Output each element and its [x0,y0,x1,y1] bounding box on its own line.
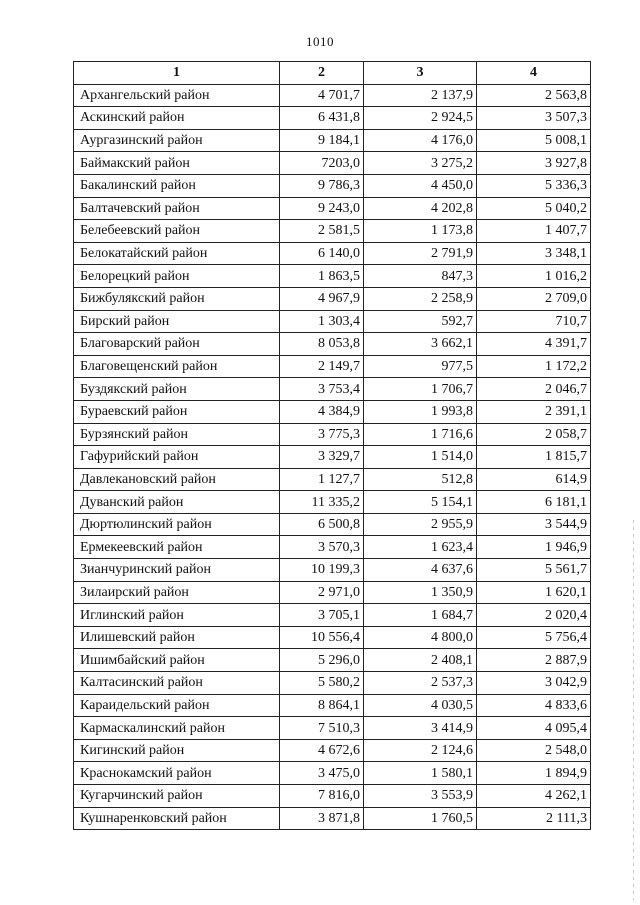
table-row [74,672,591,695]
value-cell-col3: 2 137,9 [364,84,477,107]
value-cell-col2: 3 475,0 [280,762,364,785]
value-cell-col2: 4 701,7 [280,84,364,107]
table-row [74,513,591,536]
value-cell-col4: 6 181,1 [477,491,591,514]
table-body [74,84,591,830]
value-cell-col4: 2 046,7 [477,378,591,401]
value-cell-col2: 8 864,1 [280,694,364,717]
value-cell-col3: 1 580,1 [364,762,477,785]
table-row [74,739,591,762]
district-name-cell: Аургазинский район [74,129,280,152]
table-row [74,491,591,514]
district-name-cell: Ишимбайский район [74,649,280,672]
value-cell-col2: 1 303,4 [280,310,364,333]
value-cell-col4: 4 262,1 [477,785,591,808]
table-row [74,310,591,333]
table-row [74,649,591,672]
column-header-1: 1 [74,62,280,85]
value-cell-col3: 3 275,2 [364,152,477,175]
value-cell-col3: 1 706,7 [364,378,477,401]
value-cell-col3: 2 955,9 [364,513,477,536]
value-cell-col3: 3 553,9 [364,785,477,808]
column-header-4: 4 [477,62,591,85]
value-cell-col2: 6 500,8 [280,513,364,536]
value-cell-col3: 3 662,1 [364,333,477,356]
table-row [74,378,591,401]
district-name-cell: Балтачевский район [74,197,280,220]
table-row [74,129,591,152]
table-row [74,626,591,649]
value-cell-col4: 2 020,4 [477,604,591,627]
table-row [74,468,591,491]
district-name-cell: Архангельский район [74,84,280,107]
value-cell-col3: 592,7 [364,310,477,333]
value-cell-col3: 1 350,9 [364,581,477,604]
value-cell-col3: 4 030,5 [364,694,477,717]
value-cell-col4: 1 946,9 [477,536,591,559]
value-cell-col3: 977,5 [364,355,477,378]
district-name-cell: Кармаскалинский район [74,717,280,740]
table-row [74,355,591,378]
value-cell-col3: 1 716,6 [364,423,477,446]
value-cell-col2: 2 149,7 [280,355,364,378]
district-name-cell: Бураевский район [74,400,280,423]
value-cell-col3: 4 202,8 [364,197,477,220]
value-cell-col2: 1 863,5 [280,265,364,288]
table-row [74,423,591,446]
district-name-cell: Ермекеевский район [74,536,280,559]
table-row [74,807,591,830]
value-cell-col2: 5 580,2 [280,672,364,695]
value-cell-col4: 2 391,1 [477,400,591,423]
value-cell-col4: 2 887,9 [477,649,591,672]
value-cell-col2: 9 184,1 [280,129,364,152]
value-cell-col4: 1 894,9 [477,762,591,785]
value-cell-col3: 5 154,1 [364,491,477,514]
value-cell-col3: 847,3 [364,265,477,288]
table-row [74,762,591,785]
value-cell-col2: 5 296,0 [280,649,364,672]
value-cell-col2: 3 871,8 [280,807,364,830]
district-name-cell: Караидельский район [74,694,280,717]
value-cell-col2: 8 053,8 [280,333,364,356]
value-cell-col2: 3 753,4 [280,378,364,401]
value-cell-col2: 6 140,0 [280,242,364,265]
district-name-cell: Кушнаренковский район [74,807,280,830]
value-cell-col2: 6 431,8 [280,107,364,130]
district-name-cell: Дюртюлинский район [74,513,280,536]
value-cell-col2: 1 127,7 [280,468,364,491]
value-cell-col2: 4 967,9 [280,287,364,310]
value-cell-col4: 710,7 [477,310,591,333]
value-cell-col4: 5 040,2 [477,197,591,220]
value-cell-col3: 1 514,0 [364,446,477,469]
value-cell-col3: 2 924,5 [364,107,477,130]
district-name-cell: Белорецкий район [74,265,280,288]
district-name-cell: Бакалинский район [74,174,280,197]
value-cell-col2: 3 570,3 [280,536,364,559]
value-cell-col4: 2 548,0 [477,739,591,762]
table-row [74,604,591,627]
value-cell-col4: 5 756,4 [477,626,591,649]
district-name-cell: Благоварский район [74,333,280,356]
column-header-3: 3 [364,62,477,85]
table-row [74,84,591,107]
table-row [74,581,591,604]
table-row [74,197,591,220]
value-cell-col3: 1 684,7 [364,604,477,627]
value-cell-col4: 5 008,1 [477,129,591,152]
table-row [74,220,591,243]
value-cell-col3: 4 450,0 [364,174,477,197]
value-cell-col3: 4 637,6 [364,559,477,582]
table-row [74,536,591,559]
value-cell-col4: 3 042,9 [477,672,591,695]
value-cell-col3: 512,8 [364,468,477,491]
table-row [74,785,591,808]
table-row [74,400,591,423]
value-cell-col4: 5 336,3 [477,174,591,197]
table-row [74,107,591,130]
table-row [74,446,591,469]
district-name-cell: Бирский район [74,310,280,333]
scan-edge-mark [633,520,634,900]
table-row [74,559,591,582]
district-name-cell: Кугарчинский район [74,785,280,808]
district-table [73,61,591,830]
table-row [74,174,591,197]
value-cell-col2: 9 786,3 [280,174,364,197]
district-name-cell: Зианчуринский район [74,559,280,582]
value-cell-col2: 7 510,3 [280,717,364,740]
table-row [74,717,591,740]
value-cell-col3: 1 623,4 [364,536,477,559]
table-row [74,287,591,310]
value-cell-col4: 4 391,7 [477,333,591,356]
district-name-cell: Белебеевский район [74,220,280,243]
value-cell-col4: 1 407,7 [477,220,591,243]
value-cell-col4: 2 563,8 [477,84,591,107]
value-cell-col4: 2 058,7 [477,423,591,446]
district-name-cell: Гафурийский район [74,446,280,469]
value-cell-col2: 7 816,0 [280,785,364,808]
value-cell-col4: 4 833,6 [477,694,591,717]
value-cell-col4: 3 927,8 [477,152,591,175]
district-name-cell: Давлекановский район [74,468,280,491]
value-cell-col2: 3 775,3 [280,423,364,446]
value-cell-col4: 1 815,7 [477,446,591,469]
value-cell-col3: 2 258,9 [364,287,477,310]
district-name-cell: Илишевский район [74,626,280,649]
district-name-cell: Бижбулякский район [74,287,280,310]
value-cell-col4: 614,9 [477,468,591,491]
value-cell-col3: 1 173,8 [364,220,477,243]
district-name-cell: Буздякский район [74,378,280,401]
value-cell-col2: 10 556,4 [280,626,364,649]
value-cell-col2: 11 335,2 [280,491,364,514]
district-name-cell: Дуванский район [74,491,280,514]
district-name-cell: Зилаирский район [74,581,280,604]
column-header-2: 2 [280,62,364,85]
value-cell-col3: 2 791,9 [364,242,477,265]
value-cell-col2: 3 329,7 [280,446,364,469]
value-cell-col4: 5 561,7 [477,559,591,582]
value-cell-col2: 2 971,0 [280,581,364,604]
value-cell-col4: 1 172,2 [477,355,591,378]
value-cell-col3: 1 993,8 [364,400,477,423]
value-cell-col3: 2 408,1 [364,649,477,672]
table-row [74,333,591,356]
value-cell-col2: 2 581,5 [280,220,364,243]
value-cell-col4: 3 544,9 [477,513,591,536]
value-cell-col2: 10 199,3 [280,559,364,582]
district-name-cell: Бурзянский район [74,423,280,446]
district-name-cell: Калтасинский район [74,672,280,695]
district-name-cell: Баймакский район [74,152,280,175]
value-cell-col4: 1 016,2 [477,265,591,288]
value-cell-col3: 4 800,0 [364,626,477,649]
table-row [74,242,591,265]
value-cell-col4: 3 507,3 [477,107,591,130]
table-header-row [74,62,591,85]
value-cell-col3: 4 176,0 [364,129,477,152]
value-cell-col4: 3 348,1 [477,242,591,265]
table-row [74,694,591,717]
value-cell-col3: 2 124,6 [364,739,477,762]
value-cell-col2: 7203,0 [280,152,364,175]
table-row [74,265,591,288]
value-cell-col4: 2 709,0 [477,287,591,310]
district-name-cell: Иглинский район [74,604,280,627]
table-row [74,152,591,175]
value-cell-col2: 9 243,0 [280,197,364,220]
value-cell-col3: 2 537,3 [364,672,477,695]
value-cell-col2: 4 672,6 [280,739,364,762]
value-cell-col2: 4 384,9 [280,400,364,423]
value-cell-col4: 2 111,3 [477,807,591,830]
value-cell-col2: 3 705,1 [280,604,364,627]
value-cell-col3: 1 760,5 [364,807,477,830]
district-name-cell: Кигинский район [74,739,280,762]
district-name-cell: Краснокамский район [74,762,280,785]
district-name-cell: Благовещенский район [74,355,280,378]
value-cell-col4: 1 620,1 [477,581,591,604]
district-name-cell: Аскинский район [74,107,280,130]
district-name-cell: Белокатайский район [74,242,280,265]
value-cell-col4: 4 095,4 [477,717,591,740]
page-number: 1010 [306,34,334,49]
value-cell-col3: 3 414,9 [364,717,477,740]
